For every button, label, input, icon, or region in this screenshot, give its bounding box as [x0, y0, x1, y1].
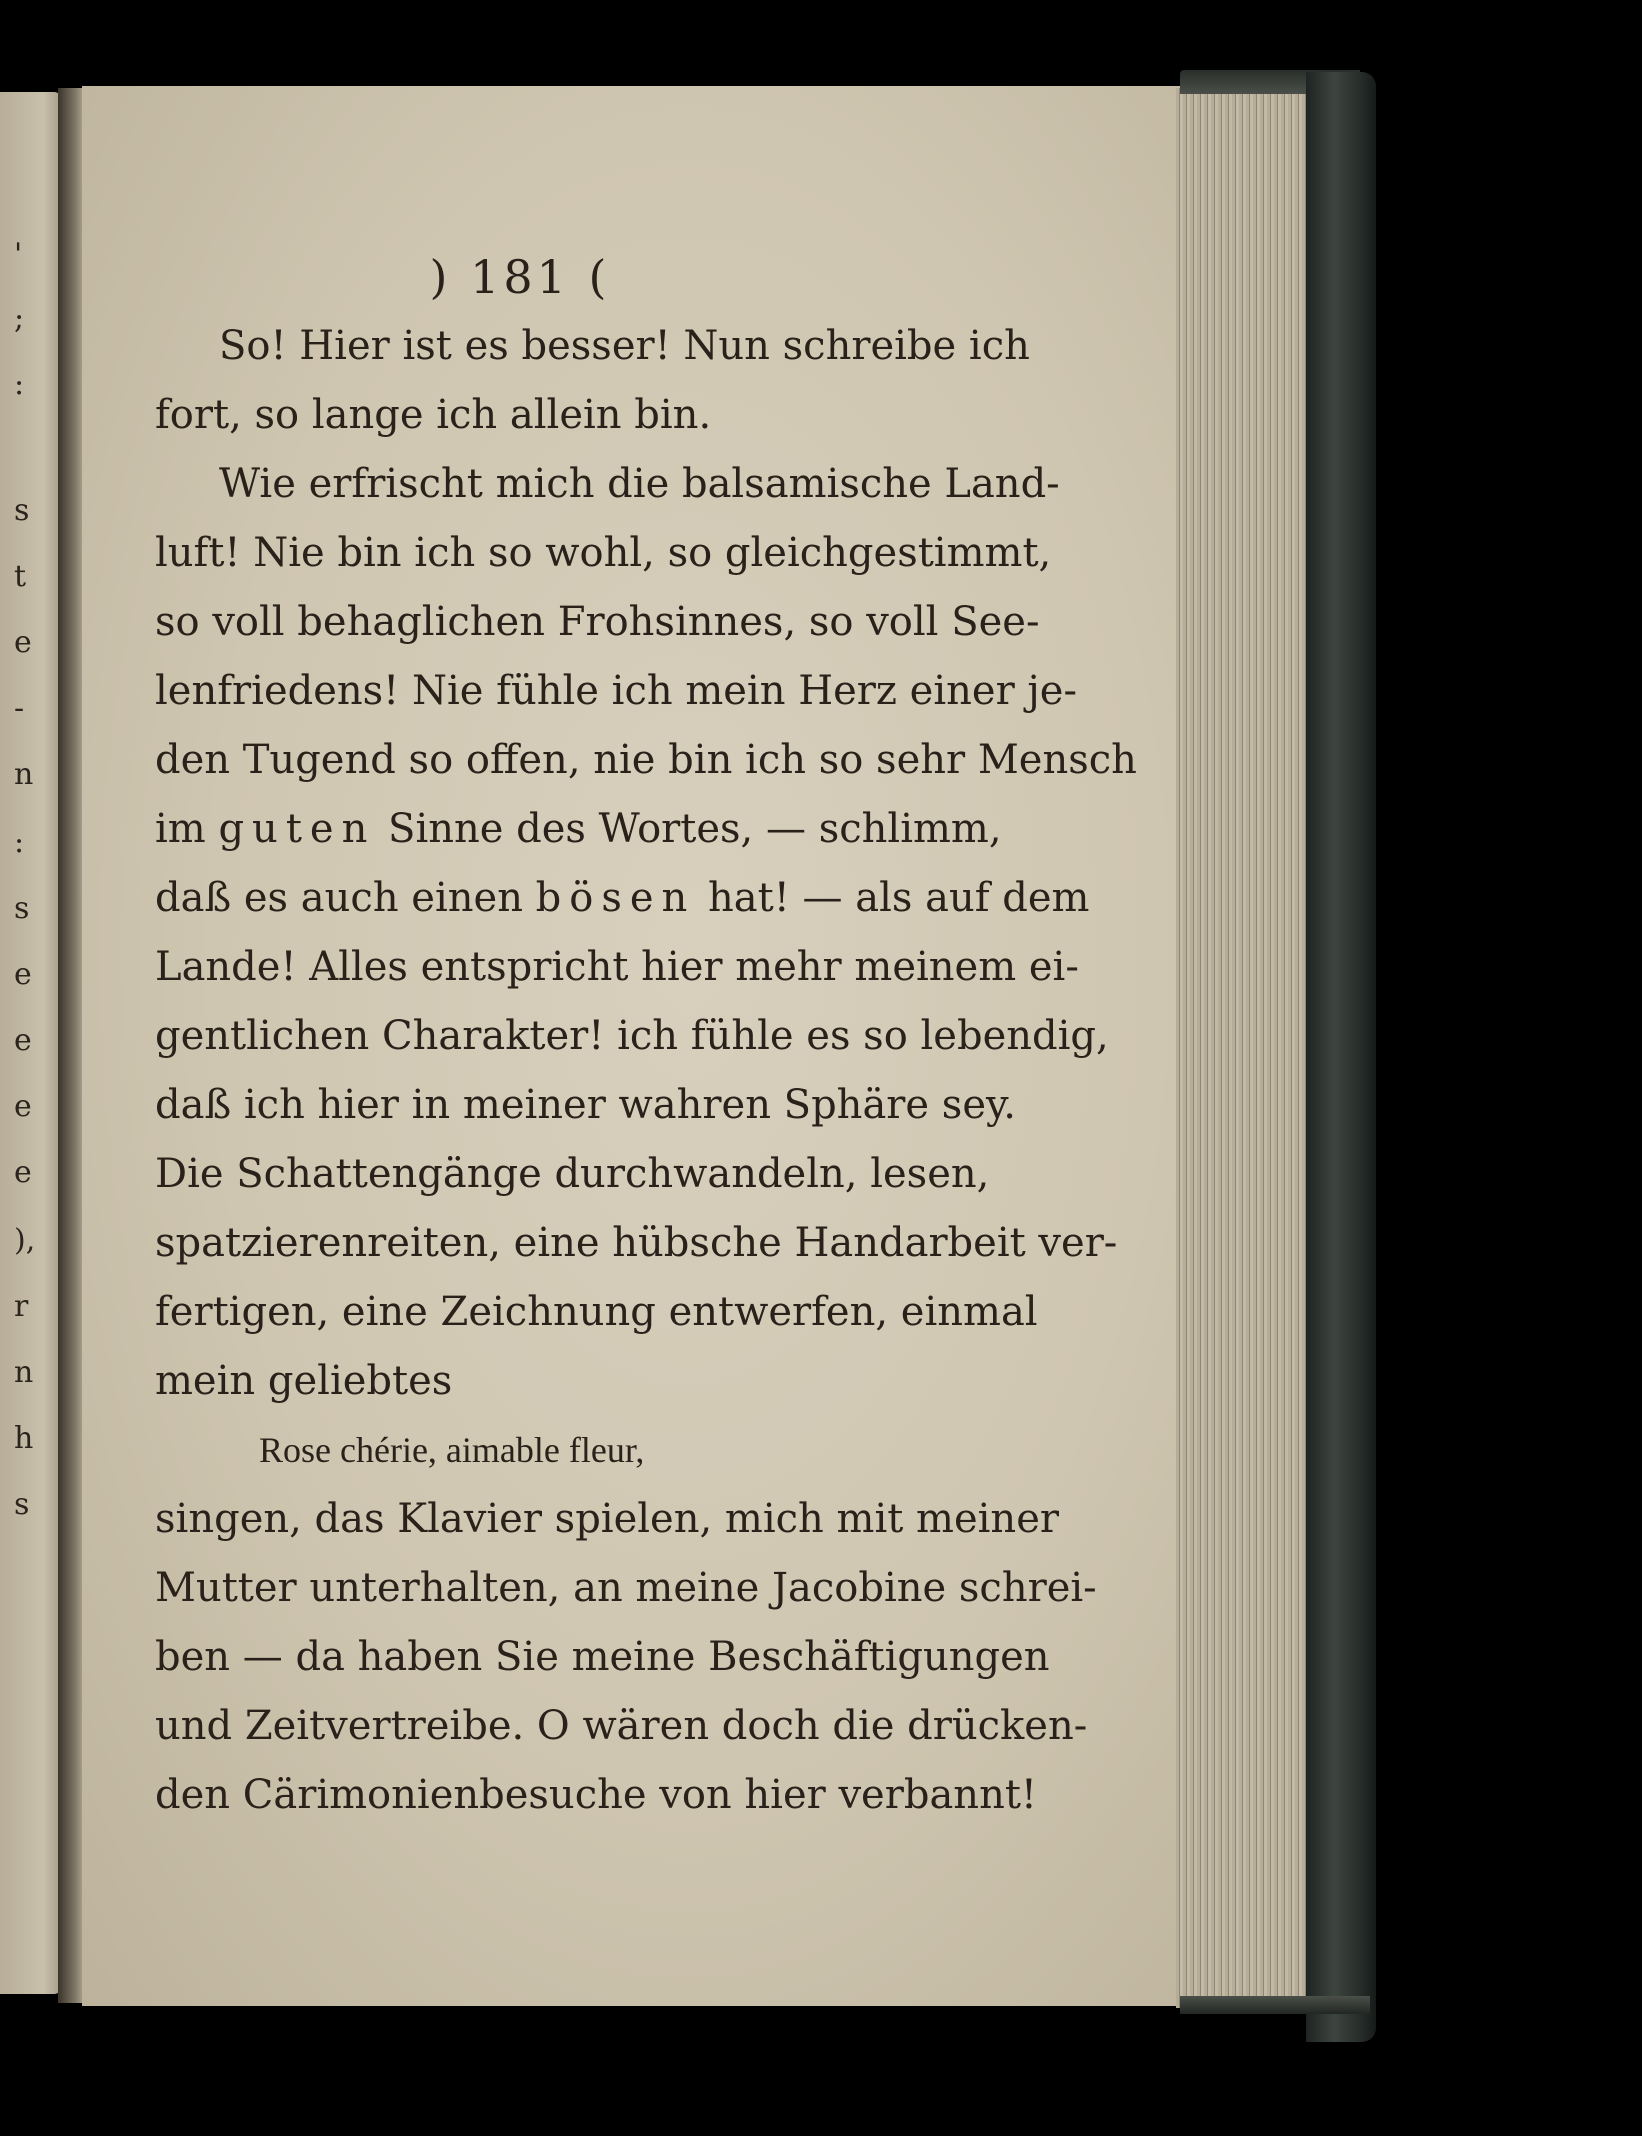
- page-block-edge: [1176, 88, 1314, 2008]
- text-line: singen, das Klavier spielen, mich mit meiner: [155, 1496, 1059, 1542]
- text-fragment: Sinne des Wortes, —: [388, 806, 806, 852]
- left-page-fragment: e: [14, 625, 32, 660]
- text-line: fort, so lange ich allein bin.: [155, 392, 712, 438]
- left-page-fragment: s: [14, 493, 30, 528]
- text-line-spaced-emphasis: [155, 864, 1090, 933]
- text-line: Lande! Alles entspricht hier mehr meinem ei-: [155, 944, 1079, 990]
- text-line: und Zeitvertreibe. O wären doch die drücken-: [155, 1703, 1088, 1749]
- text-line: so voll behaglichen Frohsinnes, so voll See-: [155, 599, 1040, 645]
- spaced-emphasis-word: bösen: [535, 875, 696, 921]
- text-line: So! Hier ist es besser! Nun schreibe ich: [219, 323, 1030, 369]
- text-line: spatzierenreiten, eine hübsche Handarbeit ver-: [155, 1220, 1118, 1266]
- left-page-fragment: e: [14, 957, 32, 992]
- left-page-edge: [0, 92, 62, 1994]
- left-page-fragment: :: [14, 367, 25, 402]
- left-page-fragment: e: [14, 1155, 32, 1190]
- left-page-fragment: e: [14, 1089, 32, 1124]
- text-line: ben — da haben Sie meine Beschäftigungen: [155, 1634, 1050, 1680]
- book-cover: [1306, 72, 1376, 2042]
- left-page-fragment: h: [14, 1421, 34, 1456]
- page-number: ) 181 (: [429, 250, 611, 304]
- text-line: Die Schattengänge durchwandeln, lesen,: [155, 1151, 990, 1197]
- text-line: mein geliebtes: [155, 1358, 453, 1404]
- left-page-fragment: ': [14, 237, 23, 272]
- left-page-fragment: ;: [14, 301, 25, 336]
- left-page-fragment: n: [14, 757, 34, 792]
- left-page-fragment: ),: [14, 1223, 36, 1258]
- text-line: fertigen, eine Zeichnung entwerfen, einmal: [155, 1289, 1038, 1335]
- text-line: Wie erfrischt mich die balsamische Land-: [219, 461, 1060, 507]
- left-page-fragment: e: [14, 1023, 32, 1058]
- left-page-fragment: r: [14, 1289, 29, 1324]
- text-line: gentlichen Charakter! ich fühle es so lebendig,: [155, 1013, 1109, 1059]
- text-line: den Cärimonienbesuche von hier verbannt!: [155, 1772, 1037, 1818]
- left-page-fragment: n: [14, 1355, 34, 1390]
- text-fragment: im: [155, 806, 206, 852]
- text-fragment: schlimm,: [818, 806, 1002, 852]
- spaced-emphasis-word: guten: [218, 806, 376, 852]
- cover-bottom-edge: [1180, 1996, 1370, 2014]
- left-page-fragment: s: [14, 1487, 30, 1522]
- text-line: den Tugend so offen, nie bin ich so sehr Mensch: [155, 737, 1137, 783]
- left-page-fragment: s: [14, 891, 30, 926]
- text-line: lenfriedens! Nie fühle ich mein Herz einer je-: [155, 668, 1077, 714]
- text-line-spaced-emphasis: [155, 795, 1002, 864]
- quoted-song-line: Rose chérie, aimable fleur,: [259, 1430, 645, 1470]
- text-line: Mutter unterhalten, an meine Jacobine schrei-: [155, 1565, 1097, 1611]
- text-fragment: als auf dem: [855, 875, 1090, 921]
- text-fragment: daß es auch einen: [155, 875, 523, 921]
- left-page-fragment: -: [14, 691, 25, 726]
- left-page-fragment: :: [14, 825, 25, 860]
- text-fragment: hat! —: [708, 875, 843, 921]
- text-line: daß ich hier in meiner wahren Sphäre sey.: [155, 1082, 1016, 1128]
- page-text-block: [155, 242, 1137, 1830]
- left-page-fragment: t: [14, 559, 27, 594]
- text-line: luft! Nie bin ich so wohl, so gleichgestimmt,: [155, 530, 1052, 576]
